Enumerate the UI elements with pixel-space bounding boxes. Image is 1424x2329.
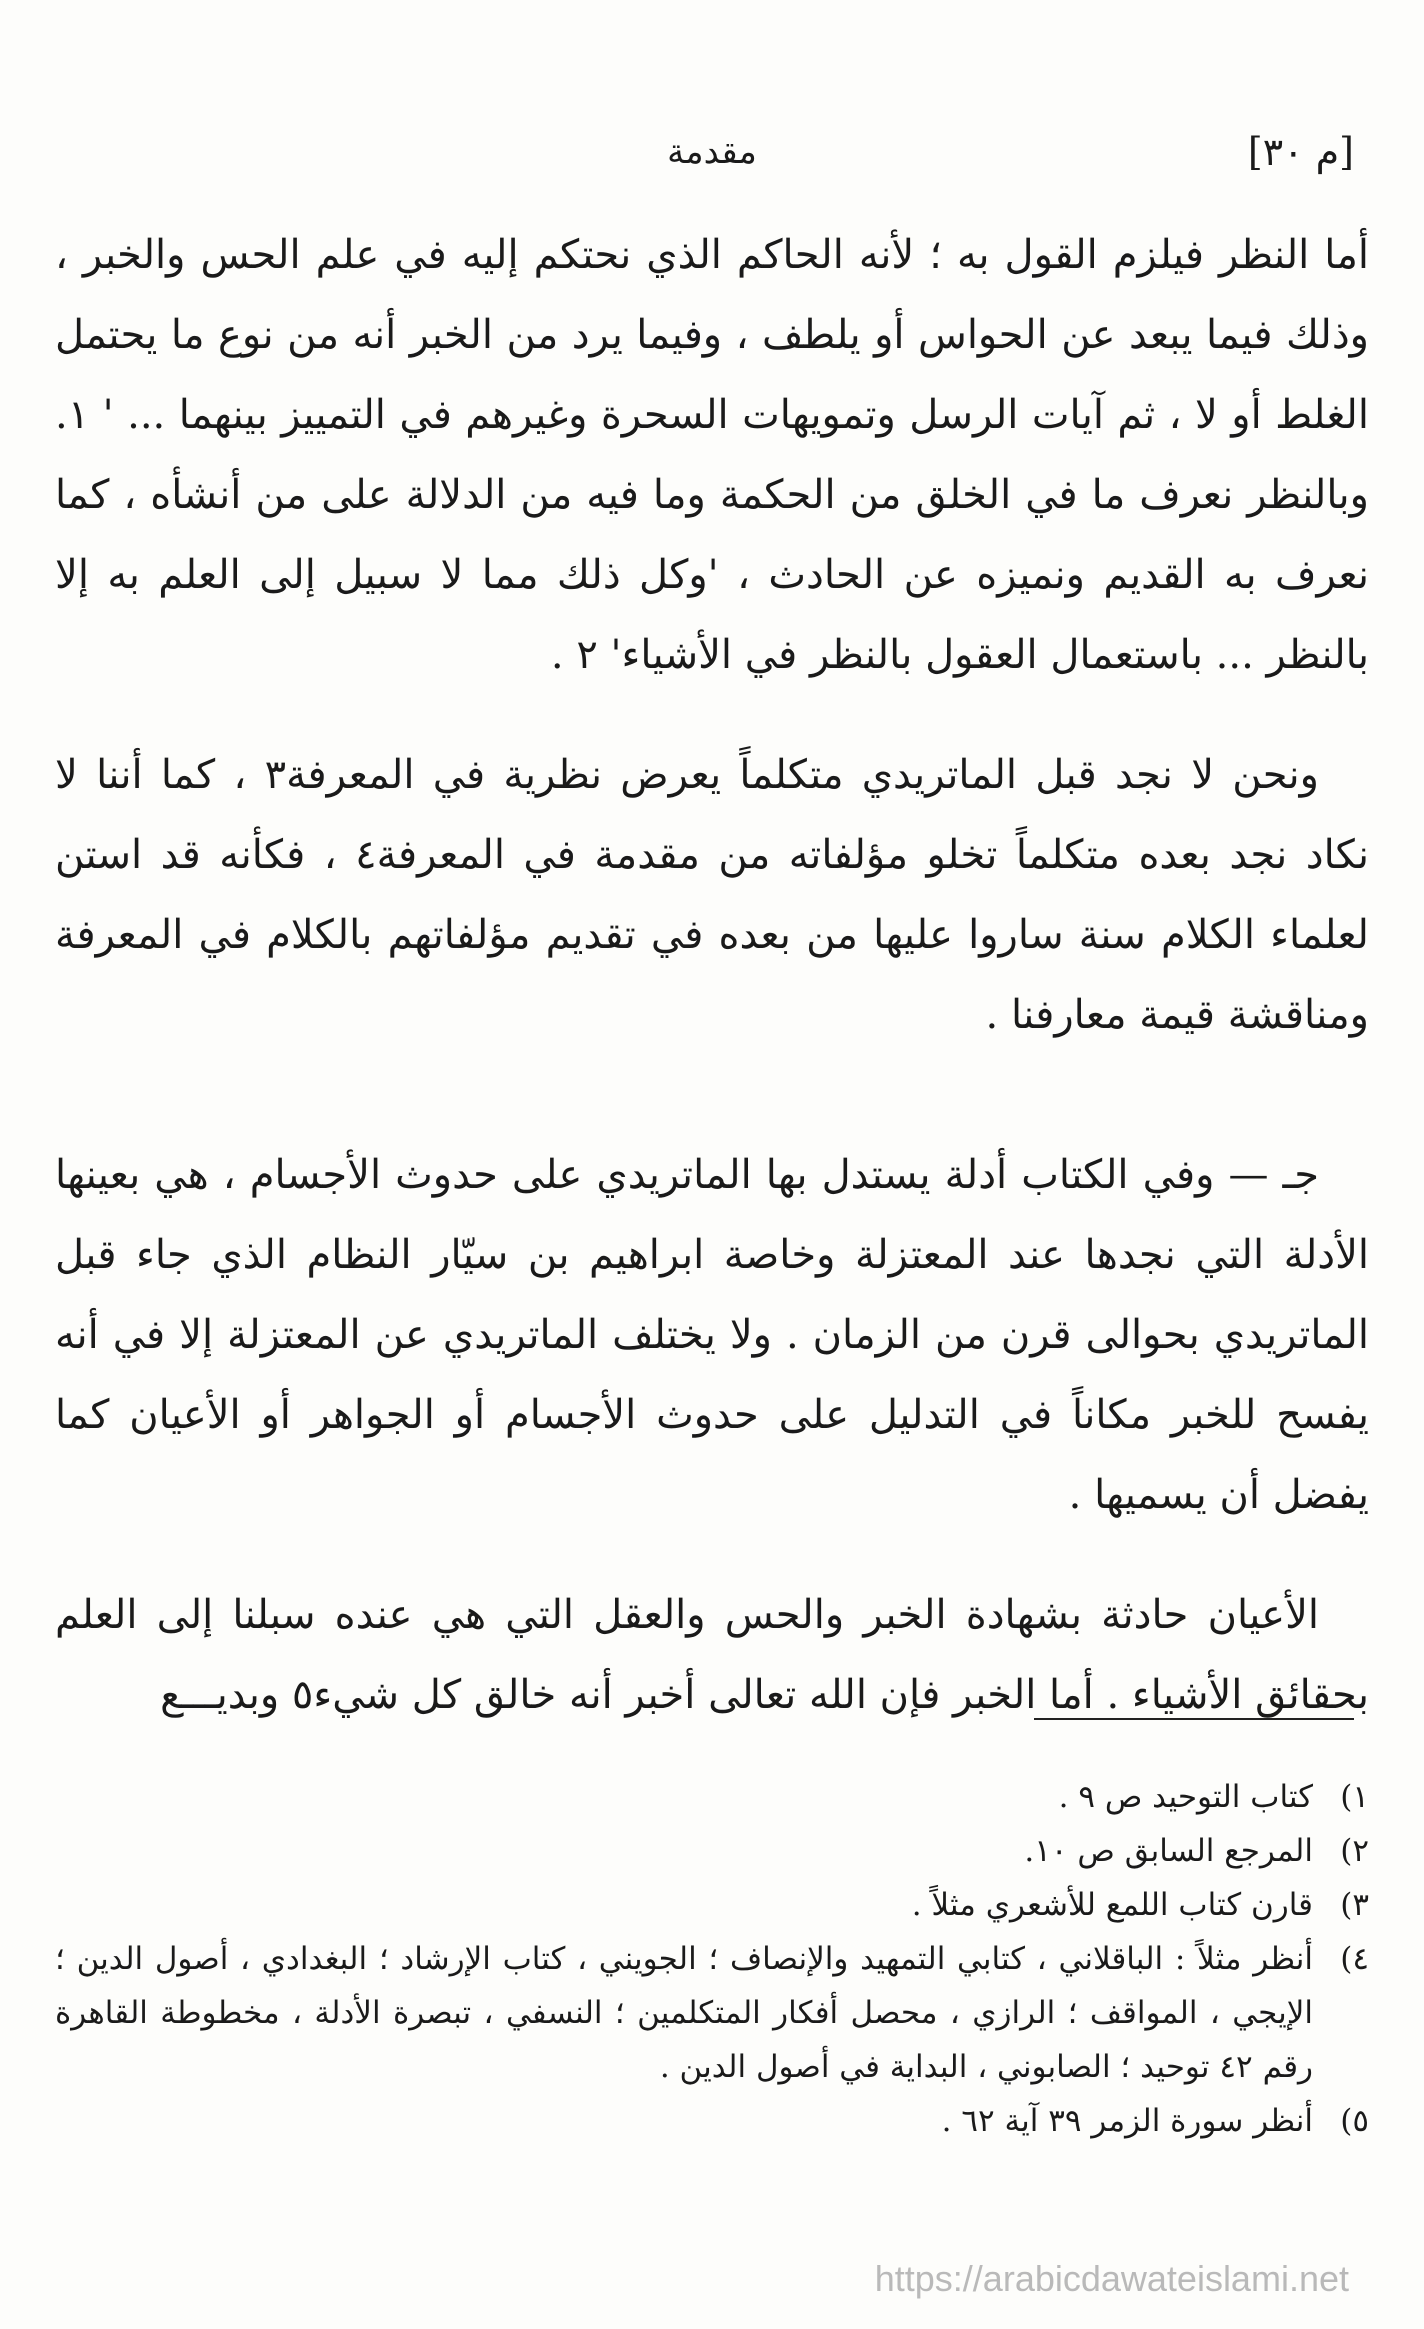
footnote-item bbox=[55, 1824, 1369, 1878]
footnotes bbox=[55, 1770, 1369, 2148]
footnote-item bbox=[55, 1932, 1369, 2094]
page-number: [م ٣٠] bbox=[1247, 130, 1354, 174]
footnote-text: كتاب التوحيد ص ٩ . bbox=[1058, 1779, 1313, 1815]
footnote-number: ٣) bbox=[1340, 1887, 1369, 1923]
page-header bbox=[70, 130, 1354, 190]
footnote-separator bbox=[1034, 1718, 1354, 1720]
footnote-text: أنظر سورة الزمر ٣٩ آية ٦٢ . bbox=[941, 2103, 1313, 2139]
body-text bbox=[55, 215, 1369, 1775]
footnote-item bbox=[55, 1878, 1369, 1932]
paragraph-spacer bbox=[55, 1095, 1369, 1135]
paragraph-3: جـ — وفي الكتاب أدلة يستدل بها الماتريدي على حدوث الأجسام ، هي بعينها الأدلة التي نجدها عند المعتزلة وخاصة ابراهيم بن سيّار النظام الذي جاء قبل الماتريدي بحوالى قرن من الزمان . ولا يختلف الماتريدي عن المعتزلة إلا في أنه يفسح للخبر مكاناً في التدليل على حدوث الأجسام أو الجواهر أو الأعيان كما يفضل أن يسميها . bbox=[55, 1152, 1369, 1518]
footnote-text: المرجع السابق ص ١٠. bbox=[1024, 1833, 1313, 1869]
footnote-text: أنظر مثلاً : الباقلاني ، كتابي التمهيد والإنصاف ؛ الجويني ، كتاب الإرشاد ؛ البغدادي ، أصول الدين ؛ الإيجي ، المواقف ؛ الرازي ، محصل أفكار المتكلمين ؛ النسفي ، تبصرة الأدلة ، مخطوطة القاهرة رقم ٤٢ توحيد ؛ الصابوني ، البداية في أصول الدين . bbox=[55, 1941, 1313, 2085]
watermark-url: https://arabicdawateislami.net bbox=[874, 2258, 1349, 2299]
footnote-number: ١) bbox=[1340, 1779, 1369, 1815]
paragraph-2: ونحن لا نجد قبل الماتريدي متكلماً يعرض نظرية في المعرفة٣ ، كما أننا لا نكاد نجد بعده متكلماً تخلو مؤلفاته من مقدمة في المعرفة٤ ، فكأنه قد استن لعلماء الكلام سنة ساروا عليها من بعده في تقديم مؤلفاتهم بالكلام في المعرفة ومناقشة قيمة معارفنا . bbox=[55, 752, 1369, 1038]
footnote-item bbox=[55, 2094, 1369, 2148]
footnote-item bbox=[55, 1770, 1369, 1824]
running-title: مقدمة bbox=[667, 132, 757, 172]
footnote-number: ٢) bbox=[1340, 1833, 1369, 1869]
footnote-number: ٥) bbox=[1340, 2103, 1369, 2139]
footnote-text: قارن كتاب اللمع للأشعري مثلاً . bbox=[911, 1887, 1313, 1923]
paragraph-4: الأعيان حادثة بشهادة الخبر والحس والعقل التي هي عنده سبلنا إلى العلم بحقائق الأشياء . أما الخبر فإن الله تعالى أخبر أنه خالق كل شيء٥ وبديـــع bbox=[55, 1592, 1369, 1718]
footnote-number: ٤) bbox=[1340, 1941, 1369, 1977]
paragraph-1: أما النظر فيلزم القول به ؛ لأنه الحاكم الذي نحتكم إليه في علم الحس والخبر ، وذلك فيما يبعد عن الحواس أو يلطف ، وفيما يرد من الخبر أنه من نوع ما يحتمل الغلط أو لا ، ثم آيات الرسل وتمويهات السحرة وغيرهم في التمييز بينهما ... ' ١. وبالنظر نعرف ما في الخلق من الحكمة وما فيه من الدلالة على من أنشأه ، كما نعرف به القديم ونميزه عن الحادث ، 'وكل ذلك مما لا سبيل إلى العلم به إلا بالنظر ... باستعمال العقول بالنظر في الأشياء' ٢ . bbox=[55, 232, 1370, 678]
